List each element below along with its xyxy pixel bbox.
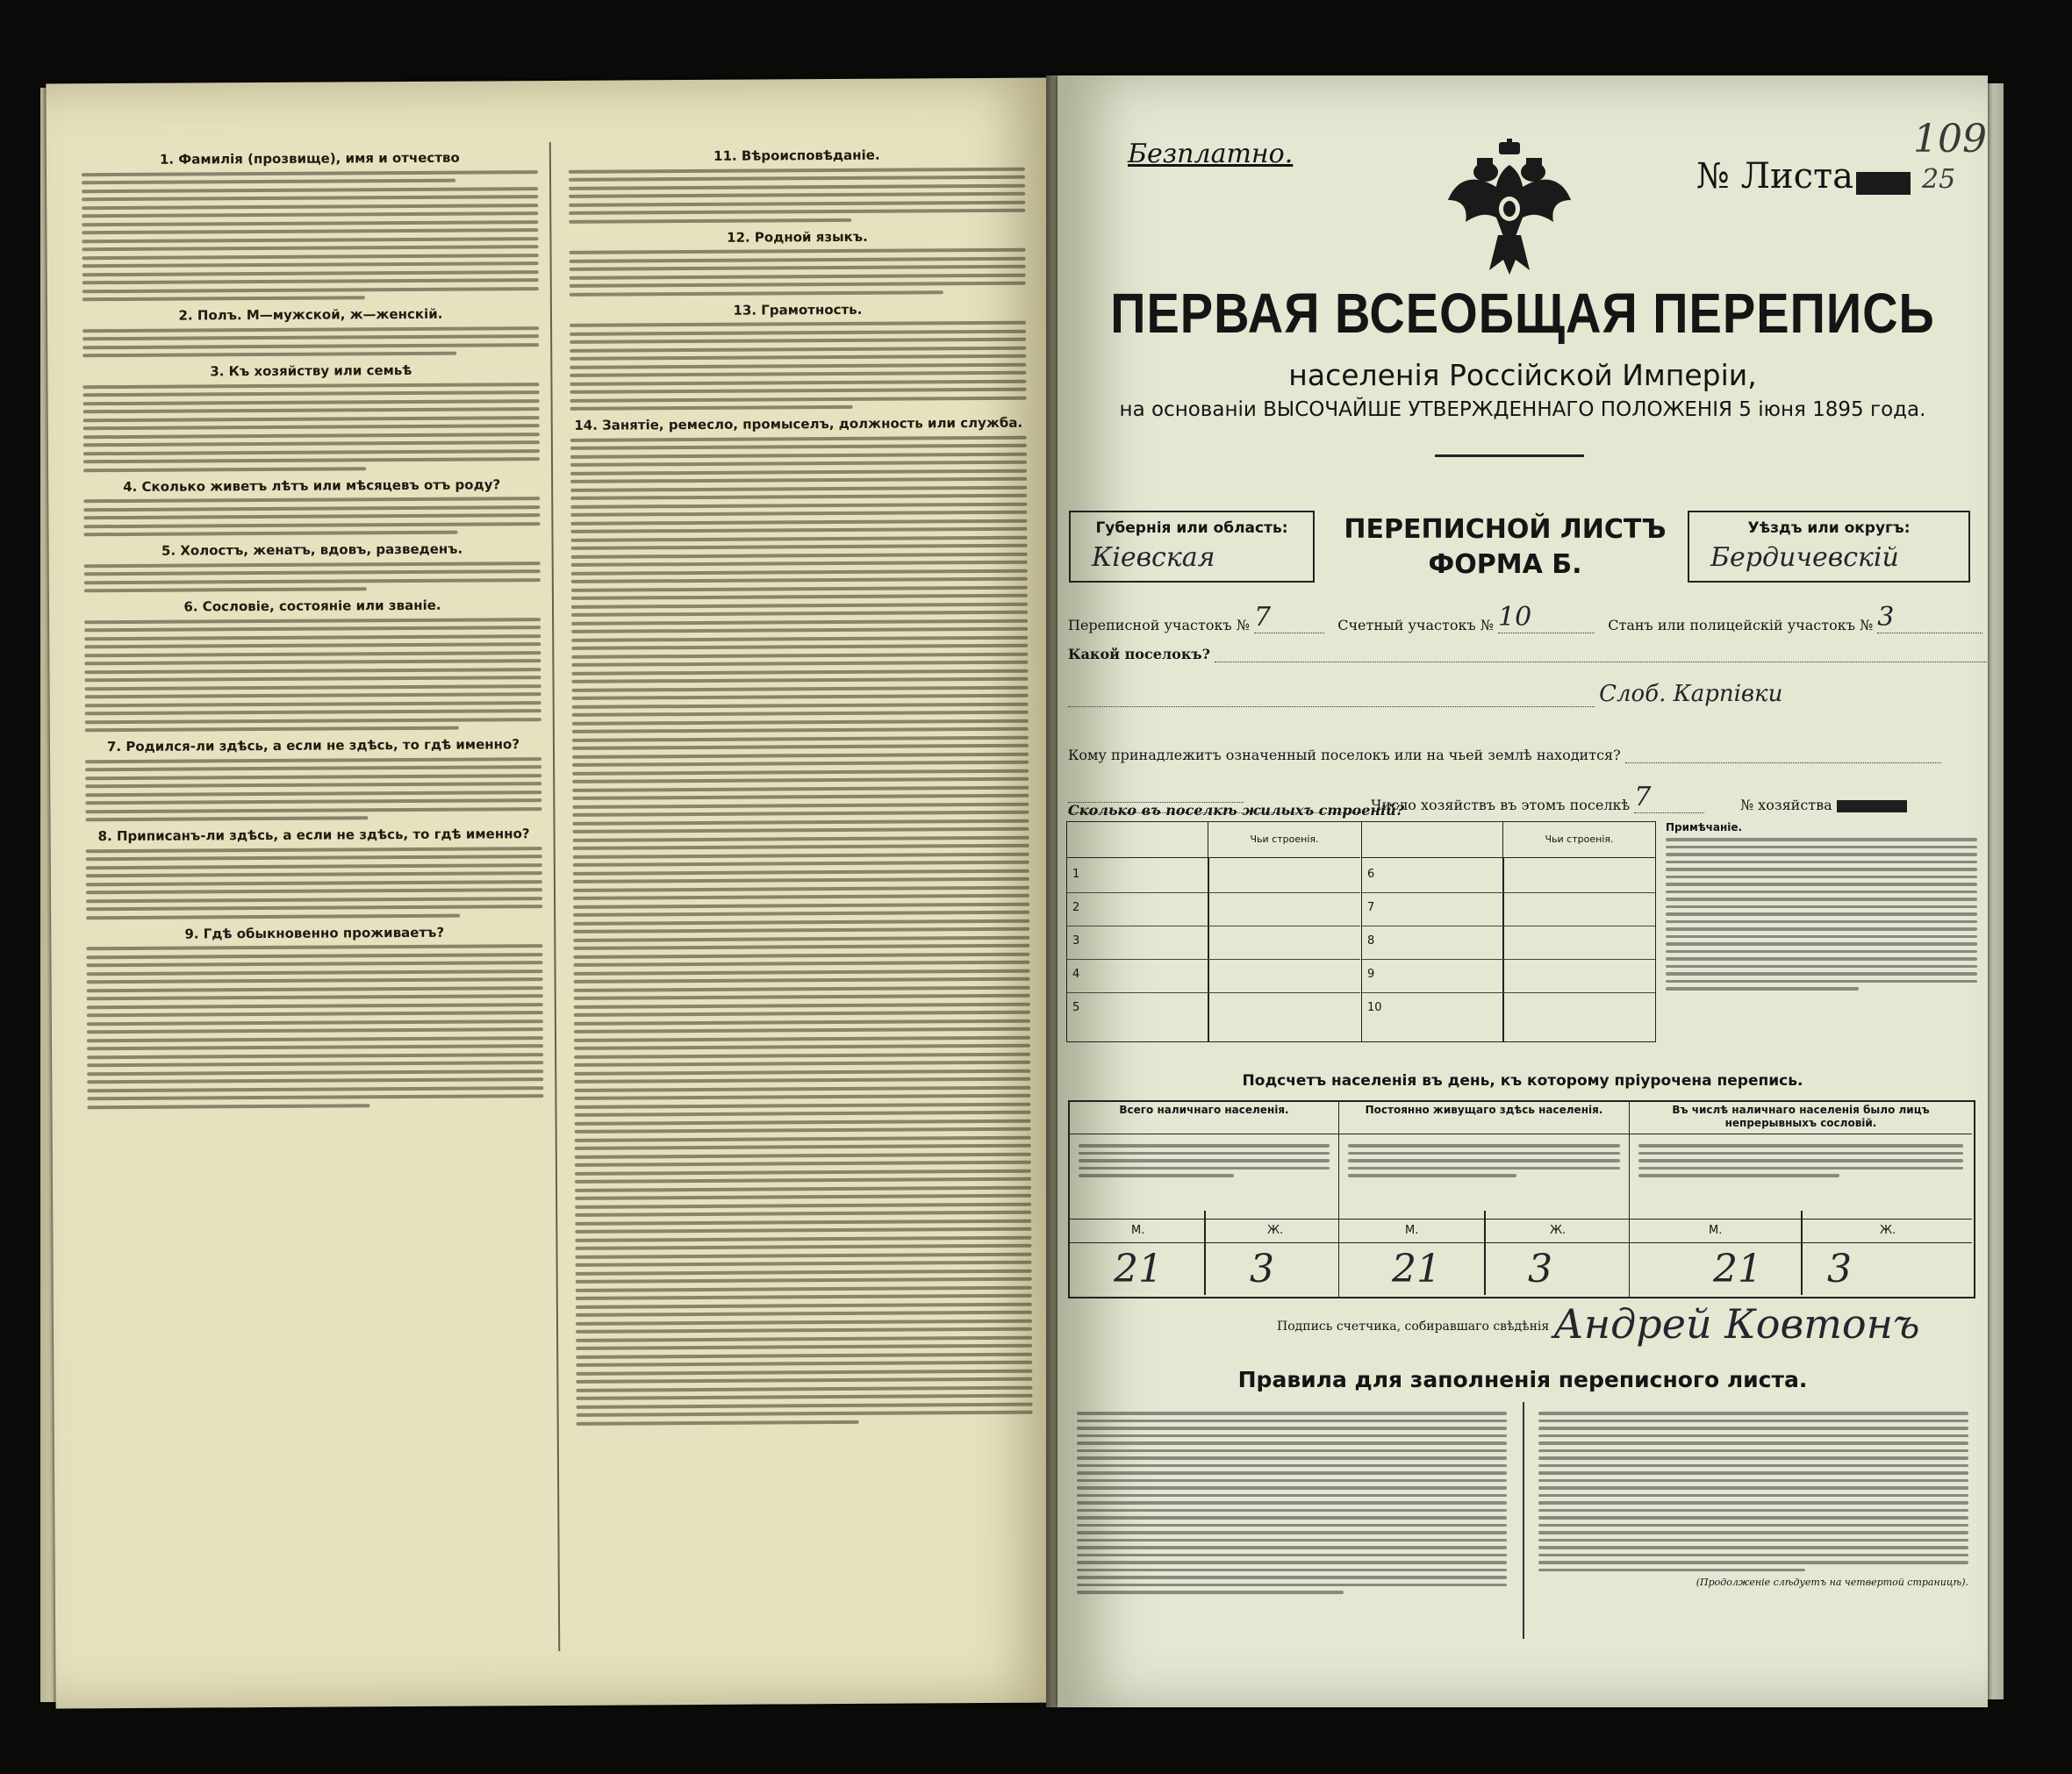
female-column-header: Ж.: [1880, 1224, 1896, 1237]
male-count-value: 21: [1713, 1247, 1762, 1291]
household-number-redaction: [1837, 800, 1907, 812]
buildings-row-number: 5: [1072, 1001, 1080, 1014]
form-title-line-2: ФОРМА Б.: [1428, 549, 1582, 580]
double-headed-eagle-emblem: [1444, 139, 1575, 279]
census-subtitle: населенія Россійской Имперіи,: [1288, 358, 1757, 392]
female-count-value: 3: [1250, 1247, 1274, 1291]
female-count-value: 3: [1827, 1247, 1852, 1291]
uezd-value: Бердичевскій: [1710, 542, 1899, 573]
rules-column-divider: [1523, 1402, 1524, 1639]
instruction-heading-1: 1. Фамилія (прозвище), имя и отчество: [159, 149, 460, 168]
stan-label: Станъ или полицейскій участокъ №: [1608, 617, 1874, 633]
buildings-col-header-whose: Чьи строенія.: [1503, 822, 1655, 858]
instruction-heading-11: 11. Вѣроисповѣданіе.: [713, 147, 880, 164]
instruction-text-4: [83, 497, 540, 536]
rules-column-2: [1538, 1407, 1968, 1588]
instruction-heading-6: 6. Сословіе, состояніе или званіе.: [183, 597, 441, 615]
male-column-header: М.: [1709, 1224, 1723, 1237]
handwritten-sheet-number: 109: [1913, 117, 1987, 161]
buildings-table-right: [1361, 822, 1655, 1041]
instruction-heading-13: 13. Грамотность.: [733, 301, 863, 318]
census-section-label: Переписной участокъ №: [1068, 617, 1250, 633]
guberniya-value: Кіевская: [1092, 542, 1215, 573]
population-count-table: [1068, 1100, 1975, 1298]
note-heading: Примѣчаніе.: [1666, 821, 1743, 833]
settlement-label: Какой поселокъ?: [1068, 646, 1211, 662]
enumerator-signature: Андрей Ковтонъ: [1553, 1300, 1920, 1348]
counting-section-value: 10: [1497, 602, 1532, 633]
population-count-title: Подсчетъ населенія въ день, къ которому пріурочена перепись.: [1242, 1072, 1803, 1090]
female-column-header: Ж.: [1267, 1224, 1284, 1237]
owner-label: Кому принадлежитъ означенный поселокъ или на чьей землѣ находится?: [1068, 747, 1621, 763]
instruction-text-12: [570, 248, 1026, 297]
uezd-box: [1688, 511, 1970, 583]
settlement-value: Слоб. Карпівки: [1599, 681, 1783, 707]
uezd-label: Уѣздъ или округъ:: [1747, 519, 1911, 537]
census-section-value: 7: [1253, 602, 1272, 633]
census-form-page: [1058, 75, 1988, 1707]
legal-basis-line: на основаніи ВЫСОЧАЙШЕ УТВЕРЖДЕННАГО ПОЛОЖЕНІЯ 5 іюня 1895 года.: [1119, 398, 1926, 421]
count-group-heading: Въ числѣ наличнаго населенія было лицъ непрерывныхъ сословій.: [1630, 1102, 1972, 1134]
count-group-heading: Постоянно живущаго здѣсь населенія.: [1339, 1102, 1629, 1134]
instruction-heading-12: 12. Родной языкъ.: [727, 228, 868, 246]
buildings-row-number: 9: [1367, 968, 1375, 981]
instruction-text-2: [82, 326, 539, 358]
guberniya-label: Губернія или область:: [1095, 519, 1288, 537]
buildings-row-number: 6: [1367, 868, 1375, 881]
instruction-text-14: [570, 435, 1033, 1425]
buildings-row-number: 10: [1367, 1001, 1382, 1014]
count-group-description: [1630, 1134, 1972, 1220]
instruction-heading-8: 8. Приписанъ-ли здѣсь, а если не здѣсь, то гдѣ именно?: [97, 826, 530, 845]
household-number-label: № хозяйства: [1739, 797, 1832, 813]
instructions-column-2: [569, 139, 1033, 1431]
form-title-line-1: ПЕРЕПИСНОЙ ЛИСТЪ: [1344, 514, 1667, 545]
count-group-description: [1070, 1134, 1338, 1220]
households-value: 7: [1634, 782, 1652, 812]
households-label: Число хозяйствъ въ этомъ поселкѣ: [1371, 797, 1631, 813]
instruction-heading-5: 5. Холостъ, женатъ, вдовъ, разведенъ.: [161, 540, 463, 559]
instruction-text-5: [84, 562, 541, 593]
count-group-heading: Всего наличнаго населенія.: [1070, 1102, 1338, 1134]
female-count-value: 3: [1528, 1247, 1552, 1291]
residential-buildings-label: Сколько въ поселкѣ жилыхъ строеній?: [1068, 802, 1405, 819]
instruction-heading-7: 7. Родился-ли здѣсь, а если не здѣсь, то гдѣ именно?: [106, 736, 520, 755]
instruction-text-8: [86, 847, 542, 919]
instruction-heading-4: 4. Сколько живетъ лѣтъ или мѣсяцевъ отъ роду?: [123, 476, 501, 495]
guberniya-box: [1069, 511, 1315, 583]
buildings-table: [1066, 821, 1656, 1042]
free-of-charge-label: Безплатно.: [1128, 139, 1294, 169]
female-column-header: Ж.: [1550, 1224, 1567, 1237]
buildings-row-number: 8: [1367, 934, 1375, 948]
stan-value: 3: [1877, 602, 1895, 633]
instruction-text-7: [85, 757, 541, 822]
residential-buildings-row: [1068, 802, 1404, 819]
male-count-value: 21: [1114, 1247, 1163, 1291]
count-group-present: [1070, 1102, 1339, 1297]
buildings-col-header-number: [1067, 822, 1208, 858]
count-group-resident: [1339, 1102, 1630, 1297]
owner-row: [1068, 747, 1941, 763]
instruction-text-13: [570, 321, 1027, 411]
handwritten-sheet-number-2: 25: [1922, 164, 1956, 195]
title-divider: [1435, 454, 1584, 457]
instruction-heading-3: 3. Къ хозяйству или семьѣ: [210, 361, 412, 380]
count-group-transient: [1630, 1102, 1972, 1297]
male-count-value: 21: [1392, 1247, 1441, 1291]
sheet-number-label: № Листа: [1696, 156, 1853, 197]
instruction-text-6: [84, 618, 541, 733]
instruction-text-9: [86, 944, 543, 1109]
buildings-row-number: 3: [1072, 934, 1080, 948]
male-column-header: М.: [1405, 1224, 1419, 1237]
column-divider: [549, 142, 561, 1651]
enumerator-signature-label: Подпись счетчика, собиравшаго свѣдѣнія: [1277, 1320, 1550, 1334]
instructions-page: [46, 78, 1060, 1709]
count-group-description: [1339, 1134, 1629, 1220]
instructions-column-1: [82, 142, 544, 1114]
buildings-note: [1666, 821, 1977, 995]
settlement-value-row: [1068, 681, 1782, 707]
census-title: ПЕРВАЯ ВСЕОБЩАЯ ПЕРЕПИСЬ: [1110, 281, 1935, 345]
buildings-row-number: 4: [1072, 968, 1080, 981]
instruction-text-1: [82, 170, 539, 302]
form-title: [1321, 512, 1689, 583]
section-numbers-row: [1068, 602, 1982, 633]
buildings-table-left: [1067, 822, 1360, 1041]
rules-continuation-note: (Продолженіе слѣдуетъ на четвертой страницѣ).: [1696, 1577, 1968, 1588]
instruction-heading-2: 2. Полъ. М—мужской, ж—женскій.: [178, 305, 443, 324]
settlement-row: [1068, 646, 1987, 662]
buildings-col-header-number: [1362, 822, 1503, 858]
instruction-text-11: [569, 167, 1025, 223]
counting-section-label: Счетный участокъ №: [1337, 617, 1494, 633]
male-column-header: М.: [1131, 1224, 1145, 1237]
instruction-heading-9: 9. Гдѣ обыкновенно проживаетъ?: [184, 924, 445, 942]
buildings-row-number: 1: [1072, 868, 1080, 881]
rules-title: Правила для заполненія переписного листа.: [1237, 1367, 1808, 1392]
instruction-text-3: [82, 383, 540, 472]
sheet-number-redaction: [1856, 172, 1911, 195]
rules-column-1: [1077, 1407, 1507, 1599]
buildings-col-header-whose: Чьи строенія.: [1208, 822, 1360, 858]
instruction-heading-14: 14. Занятіе, ремесло, промыселъ, должность или служба.: [574, 414, 1023, 433]
buildings-row-number: 7: [1367, 901, 1375, 914]
handwritten-archive-numbers: [1913, 119, 1987, 200]
buildings-row-number: 2: [1072, 901, 1080, 914]
